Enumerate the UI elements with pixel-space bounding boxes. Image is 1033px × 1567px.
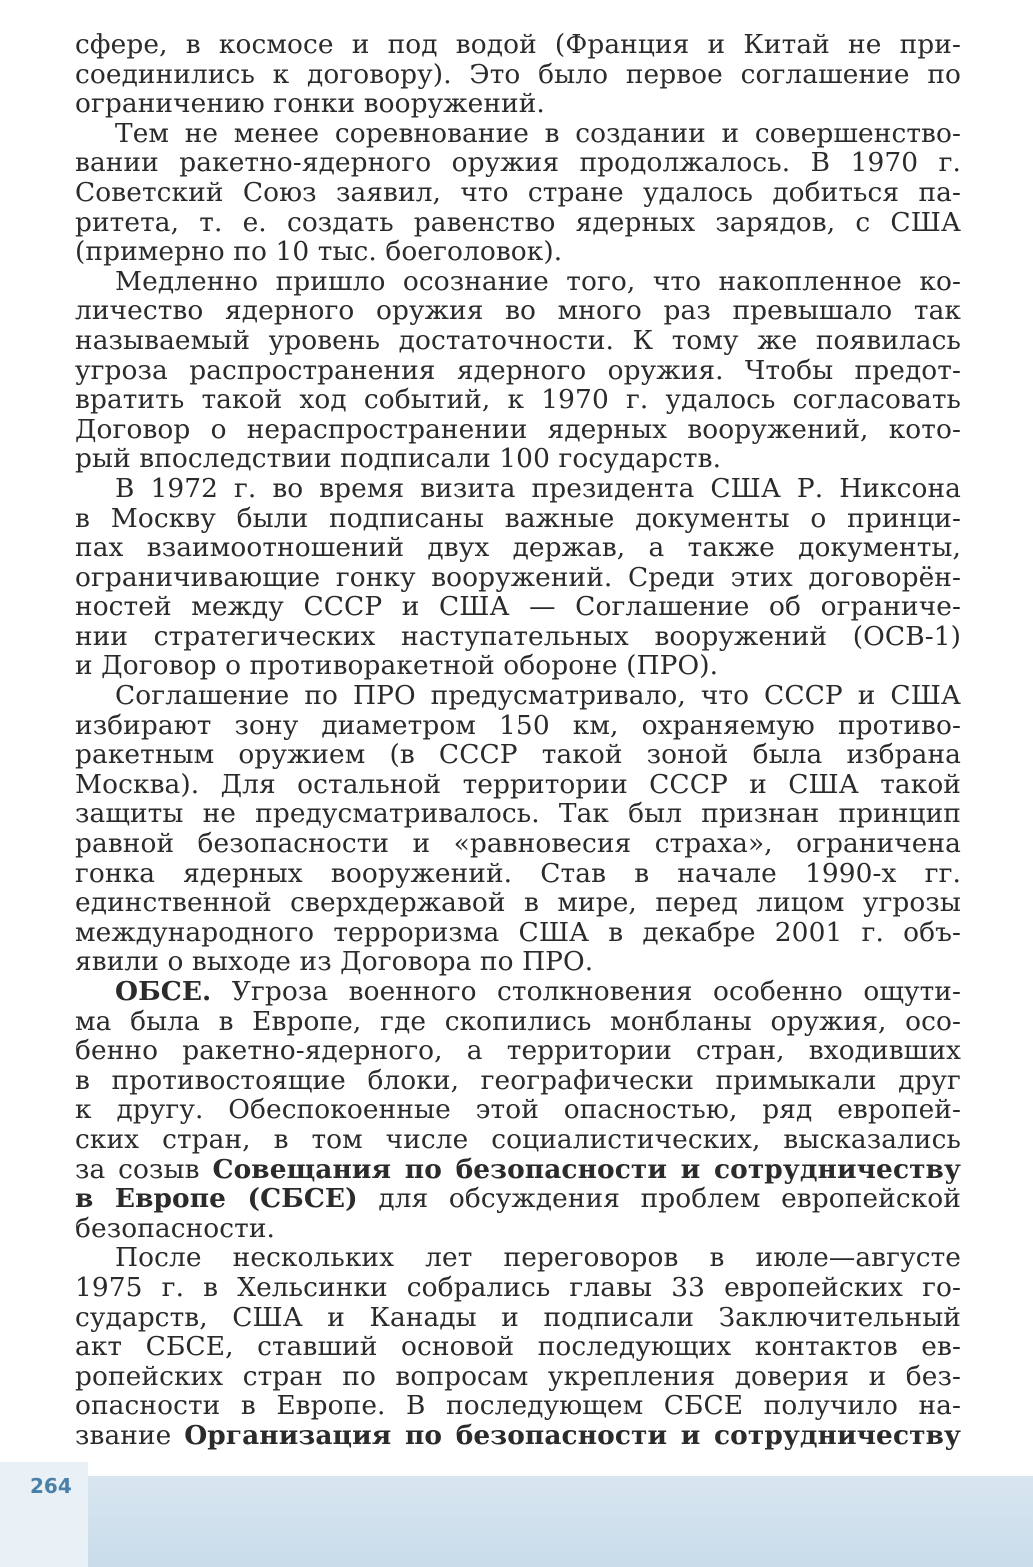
text-line: вании ракетно-ядерного оружия продолжалось. В 1970 г. — [75, 148, 961, 178]
text-fragment: Угроза военного столкновения особенно ощути- — [211, 977, 961, 1007]
text-line: Медленно пришло осознание того, что накопленное ко- — [115, 266, 961, 297]
text-line: (примерно по 10 тыс. боеголовок). — [75, 237, 563, 267]
text-line: опасности в Европе. В последующем СБСЕ получило на- — [75, 1391, 961, 1421]
text-line: сфере, в космосе и под водой (Франция и Китай не при- — [75, 30, 961, 60]
text-line: равной безопасности и «равновесия страха», ограничена — [75, 829, 961, 859]
text-line: к другу. Обеспокоенные этой опасностью, ряд европей- — [75, 1095, 961, 1125]
footer-band — [0, 1476, 1033, 1567]
text-fragment: для обсуждения проблем европейской — [357, 1184, 961, 1214]
text-line: В 1972 г. во время визита президента США Р. Никсона — [115, 473, 961, 504]
text-line: безопасности. — [75, 1213, 276, 1244]
text-line: акт СБСЕ, ставший основой последующих контактов ев- — [75, 1332, 961, 1362]
text-line: ностей между СССР и США — Соглашение об ограниче- — [75, 592, 961, 622]
page-number: 264 — [30, 1474, 72, 1498]
text-line — [75, 1155, 961, 1185]
text-line: ма была в Европе, где скопились монбланы оружия, осо- — [75, 1006, 961, 1037]
text-line: международного терроризма США в декабре 2001 г. объ- — [75, 917, 961, 948]
text-line: угроза распространения ядерного оружия. Чтобы предот- — [75, 355, 961, 386]
text-line: в противостоящие блоки, географически примыкали друг — [75, 1065, 961, 1096]
text-line: 1975 г. в Хельсинки собрались главы 33 европейских го- — [75, 1272, 961, 1303]
text-line — [75, 1421, 961, 1451]
text-line: личество ядерного оружия во много раз превышало так — [75, 296, 961, 326]
text-line: ограничению гонки вооружений. — [75, 89, 545, 119]
text-line: вратить такой ход событий, к 1970 г. удалось согласовать — [75, 385, 961, 415]
text-line: явили о выходе из Договора по ПРО. — [75, 947, 594, 977]
text-line: бенно ракетно-ядерного, а территории стран, входивших — [75, 1036, 961, 1066]
text-line: Соглашение по ПРО предусматривало, что СССР и США — [115, 681, 961, 711]
text-line: После нескольких лет переговоров в июле—августе — [115, 1243, 961, 1273]
text-line: нии стратегических наступательных вооружений (ОСВ-1) — [75, 621, 961, 652]
text-line: избирают зону диаметром 150 км, охраняемую противо- — [75, 710, 961, 741]
text-fragment: за созыв — [75, 1154, 213, 1185]
text-line: Договор о нераспространении ядерных вооружений, кото- — [75, 414, 961, 445]
text-line: рый впоследствии подписали 100 государств. — [75, 444, 722, 474]
text-line: в Москву были подписаны важные документы о принци- — [75, 503, 961, 534]
term-osce: Организация по безопасности и сотрудничеству — [184, 1420, 961, 1451]
text-line: ритета, т. е. создать равенство ядерных зарядов, с США — [75, 207, 961, 238]
section-heading-osce: ОБСЕ. — [115, 977, 212, 1007]
text-line: Советский Союз заявил, что стране удалось добиться па- — [75, 177, 961, 208]
text-line: соединились к договору). Это было первое соглашение по — [75, 59, 961, 90]
text-line: Тем не менее соревнование в создании и совершенство- — [115, 118, 961, 149]
text-line: ограничивающие гонку вооружений. Среди этих договорён- — [75, 562, 961, 593]
text-line — [75, 977, 961, 1007]
text-line: единственной сверхдержавой в мире, перед лицом угрозы — [75, 888, 961, 918]
term-csce: Совещания по безопасности и сотрудничеству — [212, 1154, 961, 1185]
text-line: Москва). Для остальной территории СССР и США такой — [75, 769, 961, 800]
text-line — [75, 1184, 961, 1214]
text-fragment: звание — [75, 1420, 185, 1451]
term-csce-abbr: в Европе (СБСЕ) — [75, 1184, 358, 1214]
text-line: ракетным оружием (в СССР такой зоной была избрана — [75, 740, 961, 770]
text-line: называемый уровень достаточности. К тому же появилась — [75, 325, 961, 356]
text-line: сударств, США и Канады и подписали Заключительный — [75, 1302, 961, 1333]
text-line: ропейских стран по вопросам укрепления доверия и без- — [75, 1361, 961, 1392]
text-line: ских стран, в том числе социалистических, высказались — [75, 1124, 961, 1155]
text-line: защиты не предусматривалось. Так был признан принцип — [75, 799, 961, 830]
page-body — [75, 30, 961, 1451]
text-line: гонка ядерных вооружений. Став в начале 1990-х гг. — [75, 858, 961, 889]
text-line: пах взаимоотношений двух держав, а также документы, — [75, 533, 961, 563]
text-line: и Договор о противоракетной обороне (ПРО). — [75, 651, 719, 682]
